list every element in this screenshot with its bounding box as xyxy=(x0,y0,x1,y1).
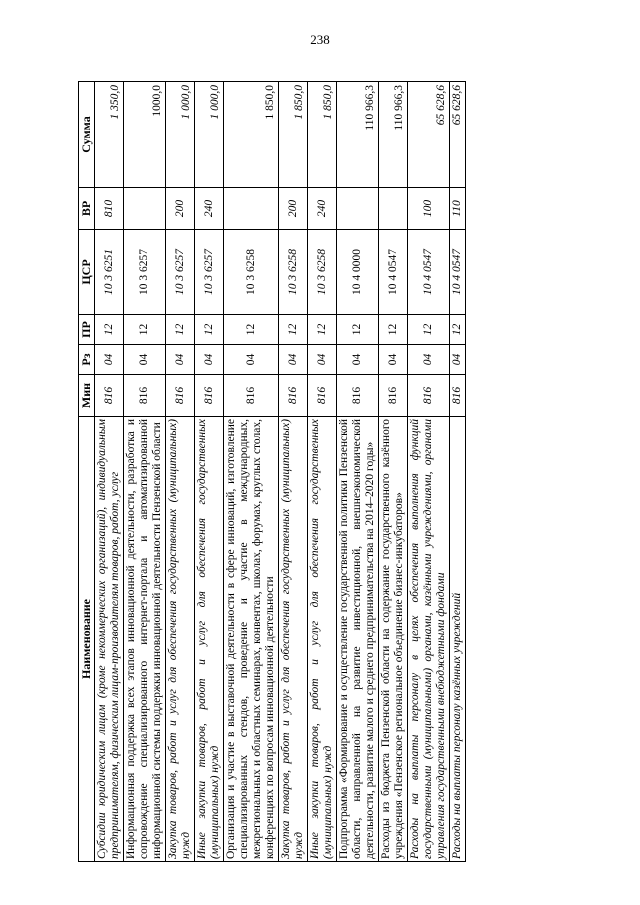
cell-vr xyxy=(224,188,279,230)
cell-name: Расходы на выплаты персоналу в целях обеспечения выполнения функций государственными (муниципальными) органами, казёнными учреждениями, органами управления государственными внебюджетными фондами xyxy=(408,417,450,862)
cell-rz: 04 xyxy=(308,345,337,375)
cell-name: Информационная поддержка всех этапов инновационной деятельности, разработка и сопровождение специализированного интернет-портала и автоматизированной информационной системы поддержки инновационной деятельности Пензенской области xyxy=(124,417,166,862)
cell-min: 816 xyxy=(450,375,466,417)
cell-name: Подпрограмма «Формирование и осуществление государственной политики Пензенской области, направленной на развитие инвестиционной, внешнеэкономической деятельности, развитие малого и среднего предпринимательства на 2014–2020 годы» xyxy=(337,417,379,862)
cell-csr: 10 3 6258 xyxy=(279,230,308,315)
cell-rz: 04 xyxy=(224,345,279,375)
cell-rz: 04 xyxy=(95,345,124,375)
cell-rz: 04 xyxy=(379,345,408,375)
cell-pr: 12 xyxy=(379,315,408,345)
page-number: 238 xyxy=(310,32,330,47)
cell-name: Иные закупки товаров, работ и услуг для обеспечения государственных (муниципальных) нужд xyxy=(195,417,224,862)
cell-vr: 110 xyxy=(450,188,466,230)
header-sum: Сумма xyxy=(79,82,95,188)
cell-sum: 65 628,6 xyxy=(450,82,466,188)
cell-vr: 100 xyxy=(408,188,450,230)
table-row xyxy=(450,82,466,862)
cell-name: Организация и участие в выставочной деятельности в сфере инноваций, изготовление специализированных стендов, проведение и участие в международных, межрегиональных и областных семинарах, конвентах, школах, форумах, круглых столах, конференциях по вопросам инновационной деятельности xyxy=(224,417,279,862)
cell-csr: 10 3 6257 xyxy=(124,230,166,315)
header-csr: ЦСР xyxy=(79,230,95,315)
cell-pr: 12 xyxy=(279,315,308,345)
cell-csr: 10 3 6258 xyxy=(224,230,279,315)
cell-sum: 1 000,0 xyxy=(166,82,195,188)
cell-min: 816 xyxy=(308,375,337,417)
cell-pr: 12 xyxy=(450,315,466,345)
cell-sum: 110 966,3 xyxy=(379,82,408,188)
header-name: Наименование xyxy=(79,417,95,862)
cell-rz: 04 xyxy=(166,345,195,375)
cell-name: Иные закупки товаров, работ и услуг для обеспечения государственных (муниципальных) нужд xyxy=(308,417,337,862)
header-pr: ПР xyxy=(79,315,95,345)
cell-vr xyxy=(337,188,379,230)
cell-name: Расходы на выплаты персоналу казённых учреждений xyxy=(450,417,466,862)
cell-rz: 04 xyxy=(408,345,450,375)
table-header-row xyxy=(79,82,95,862)
cell-min: 816 xyxy=(224,375,279,417)
cell-name: Закупка товаров, работ и услуг для обеспечения государственных (муниципальных) нужд xyxy=(279,417,308,862)
cell-rz: 04 xyxy=(450,345,466,375)
cell-csr: 10 4 0547 xyxy=(408,230,450,315)
cell-csr: 10 3 6251 xyxy=(95,230,124,315)
cell-csr: 10 4 0547 xyxy=(379,230,408,315)
cell-vr: 200 xyxy=(166,188,195,230)
table-row xyxy=(195,82,224,862)
cell-pr: 12 xyxy=(308,315,337,345)
cell-vr: 240 xyxy=(308,188,337,230)
cell-vr xyxy=(124,188,166,230)
cell-min: 816 xyxy=(279,375,308,417)
cell-rz: 04 xyxy=(195,345,224,375)
cell-csr: 10 3 6258 xyxy=(308,230,337,315)
table-row xyxy=(124,82,166,862)
cell-min: 816 xyxy=(166,375,195,417)
cell-vr: 240 xyxy=(195,188,224,230)
cell-sum: 1 000,0 xyxy=(195,82,224,188)
header-vr: ВР xyxy=(79,188,95,230)
cell-pr: 12 xyxy=(95,315,124,345)
rotated-budget-table-container xyxy=(78,82,562,862)
cell-pr: 12 xyxy=(166,315,195,345)
cell-sum: 1 850,0 xyxy=(224,82,279,188)
budget-table xyxy=(78,81,466,862)
table-row xyxy=(166,82,195,862)
cell-min: 816 xyxy=(95,375,124,417)
cell-min: 816 xyxy=(408,375,450,417)
cell-min: 816 xyxy=(337,375,379,417)
cell-vr xyxy=(379,188,408,230)
cell-sum: 1 350,0 xyxy=(95,82,124,188)
cell-rz: 04 xyxy=(124,345,166,375)
cell-csr: 10 4 0547 xyxy=(450,230,466,315)
cell-csr: 10 3 6257 xyxy=(195,230,224,315)
header-rz: Рз xyxy=(79,345,95,375)
table-row xyxy=(95,82,124,862)
cell-sum: 1000,0 xyxy=(124,82,166,188)
cell-sum: 1 850,0 xyxy=(279,82,308,188)
cell-min: 816 xyxy=(124,375,166,417)
table-row xyxy=(308,82,337,862)
table-row xyxy=(279,82,308,862)
cell-name: Субсидии юридическим лицам (кроме некоммерческих организаций), индивидуальным предпринимателям, физическим лицам-производителям товаров, работ, услуг xyxy=(95,417,124,862)
cell-rz: 04 xyxy=(337,345,379,375)
cell-name: Расходы из бюджета Пензенской области на содержание государственного казённого учреждения «Пензенское региональное объединение бизнес-инкубаторов» xyxy=(379,417,408,862)
cell-name: Закупка товаров, работ и услуг для обеспечения государственных (муниципальных) нужд xyxy=(166,417,195,862)
cell-pr: 12 xyxy=(195,315,224,345)
table-row xyxy=(224,82,279,862)
cell-sum: 1 850,0 xyxy=(308,82,337,188)
table-body xyxy=(95,82,466,862)
cell-pr: 12 xyxy=(337,315,379,345)
cell-rz: 04 xyxy=(279,345,308,375)
header-min: Мин xyxy=(79,375,95,417)
cell-sum: 110 966,3 xyxy=(337,82,379,188)
cell-csr: 10 4 0000 xyxy=(337,230,379,315)
cell-csr: 10 3 6257 xyxy=(166,230,195,315)
cell-min: 816 xyxy=(379,375,408,417)
cell-pr: 12 xyxy=(408,315,450,345)
cell-pr: 12 xyxy=(124,315,166,345)
cell-vr: 810 xyxy=(95,188,124,230)
cell-min: 816 xyxy=(195,375,224,417)
table-row xyxy=(408,82,450,862)
table-row xyxy=(379,82,408,862)
cell-pr: 12 xyxy=(224,315,279,345)
table-row xyxy=(337,82,379,862)
cell-sum: 65 628,6 xyxy=(408,82,450,188)
cell-vr: 200 xyxy=(279,188,308,230)
